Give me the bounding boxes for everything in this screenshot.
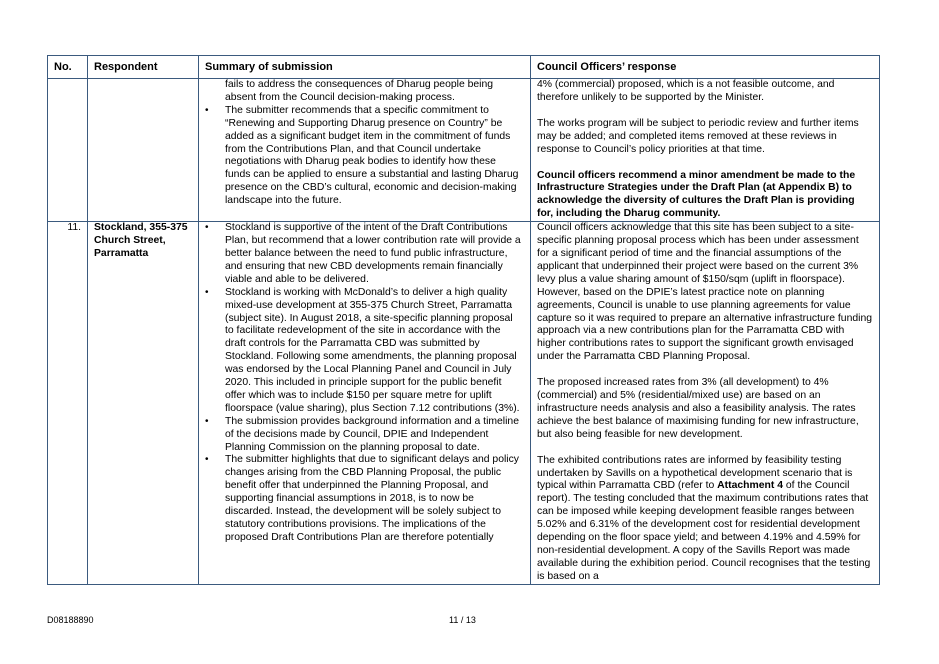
table-row bbox=[48, 79, 880, 222]
response-paragraph: The works program will be subject to periodic review and further items may be added; and completed items removed at these reviews in response to Council’s policy priorities at that time. bbox=[537, 117, 859, 155]
cell-respondent: Stockland, 355-375 Church Street, Parramatta bbox=[88, 222, 199, 585]
table-row bbox=[48, 222, 880, 585]
summary-bullet: • Stockland is supportive of the intent of the Draft Contributions Plan, but recommend that a lower contribution rate will provide a better balance between the need to fund public infrastructure, and ensuring that new CBD developments remain financially viable and able to be delivered. bbox=[225, 222, 524, 287]
summary-bullet: • The submitter recommends that a specific commitment to “Renewing and Supporting Dharug presence on Country” be added as a significant budget item in the commitment of funds from the Contributions Plan, and that Council undertake negotiations with Dharug peak bodies to identify how these funds can be applied to ensure a substantial and lasting Dharug presence on the CBD’s cultural, economic and decision-making landscape into the future. bbox=[225, 105, 524, 208]
cell-response bbox=[531, 222, 880, 585]
response-paragraph: Council officers acknowledge that this site has been subject to a site-specific planning proposal process which has been under assessment for a significant period of time and the financial assumptions of the applicant that underpinned their project were based on the current 3% levy plus a value sharing amount of $150/sqm (uplift in floorspace). However, based on the DPIE’s latest practice note on planning agreements, Council is unable to use planning agreements for value capture so it was required to prepare an alternative infrastructure funding approach via a new contributions plan for the Parramatta CBD with higher contributions rates to support the significant growth envisaged under the Parramatta CBD Planning Proposal. bbox=[537, 222, 872, 363]
cell-response bbox=[531, 79, 880, 222]
header-respondent: Respondent bbox=[88, 56, 199, 79]
cell-summary bbox=[199, 79, 531, 222]
table-header-row bbox=[48, 56, 880, 79]
submissions-table bbox=[47, 55, 880, 585]
response-text: The exhibited contributions rates are informed by feasibility testing undertaken by Savills on a hypothetical development scenario that is typical within Parramatta CBD (refer to bbox=[537, 454, 853, 492]
summary-bullet: • The submission provides background information and a timeline of the decisions made by Council, DPIE and Independent Planning Commission on the planning proposal to date. bbox=[225, 416, 524, 455]
header-response: Council Officers’ response bbox=[531, 56, 880, 79]
response-text: of the Council report). The testing concluded that the maximum contributions rates that can be imposed while keeping development feasible ranges between 5.02% and 6.31% of the development cost for residential development depending on the floor space yield; and between 4.19% and 4.59% for non-residential development. A copy of the Savills Report was made available during the exhibition period. Council recognises that the testing is based on a bbox=[537, 480, 871, 582]
summary-bullet-list bbox=[205, 105, 524, 208]
cell-no: 11. bbox=[48, 222, 88, 585]
summary-bullet-list bbox=[205, 222, 524, 545]
summary-continuation: fails to address the consequences of Dharug people being absent from the Council decision-making process. bbox=[225, 79, 494, 103]
header-no: No. bbox=[48, 56, 88, 79]
header-summary: Summary of submission bbox=[199, 56, 531, 79]
response-paragraph bbox=[537, 455, 873, 584]
response-paragraph: The proposed increased rates from 3% (all development) to 4% (commercial) and 5% (residential/mixed use) are based on an infrastructure needs analysis and also a feasibility analysis. The rates achieve the best balance of maximising funding for new infrastructure, but also being feasible for new development. bbox=[537, 377, 859, 440]
summary-bullet: • The submitter highlights that due to significant delays and policy changes arising from the CBD Planning Proposal, the public benefit offer that underpinned the Planning Proposal, and supporting financial assumptions in 2018, is to now be discarded. Instead, the development will be solely subject to statutory contributions provisions. The implications of the proposed Draft Contributions Plan are therefore potentially bbox=[225, 454, 524, 544]
cell-no bbox=[48, 79, 88, 222]
response-recommendation: Council officers recommend a minor amendment be made to the Infrastructure Strategies under the Draft Plan (at Appendix B) to acknowledge the diversity of cultures the Draft Plan is providing for, including the Dharug community. bbox=[537, 169, 856, 220]
summary-bullet: • Stockland is working with McDonald’s to deliver a high quality mixed-use development at 355-375 Church Street, Parramatta (subject site). In August 2018, a site-specific planning proposal to facilitate redevelopment of the site in accordance with the draft controls for the Parramatta CBD was submitted by Stockland. Following some amendments, the planning proposal was endorsed by the Local Planning Panel and Council in July 2020. This included in principle support for the public benefit offer which was to include $150 per square metre for uplift floorspace (value sharing), plus Section 7.12 contributions (3%). bbox=[225, 287, 524, 416]
response-paragraph: 4% (commercial) proposed, which is a not feasible outcome, and therefore unlikely to be supported by the Minister. bbox=[537, 79, 835, 103]
attachment-reference: Attachment 4 bbox=[717, 480, 783, 492]
cell-respondent bbox=[88, 79, 199, 222]
document-id: D08188890 bbox=[47, 615, 94, 625]
page-number: 11 / 13 bbox=[449, 615, 476, 625]
cell-summary bbox=[199, 222, 531, 585]
